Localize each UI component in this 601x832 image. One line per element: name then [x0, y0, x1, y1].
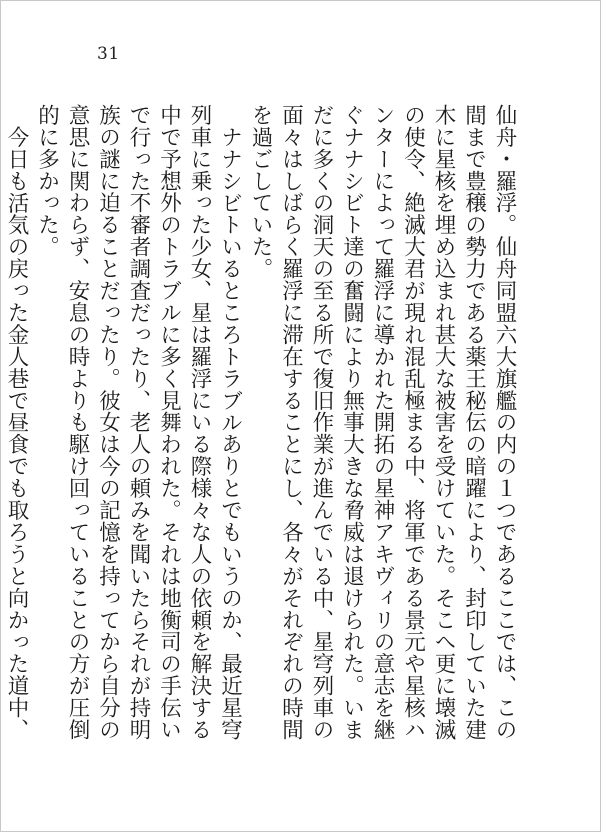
vertical-text-body: [4, 104, 519, 754]
paragraph-2: ナナシビトいるところトラブルありとでもいうのか、最近星穹列車に乗った少女、星は羅浮にいる際様々な人の依頼を解決する中で予想外のトラブルに多く見舞われた。それは地衡司の手伝いで行った不審者調査だったり、老人の頼みを聞いたらそれが持明族の謎に迫ることだったり。彼女は今の記憶を持ってから自分の意思に関わらず、安息の時よりも駆け回っていることの方が圧倒的に多かった。: [34, 104, 243, 741]
paragraph-3: 今日も活気の戻った金人巷で昼食でも取ろうと向かった道中、: [4, 125, 29, 741]
page-number: 31: [97, 44, 120, 64]
paragraph-1: 仙舟・羅浮。仙舟同盟六大旗艦の内の１つであるここでは、この間まで豊穣の勢力である薬王秘伝の暗躍により、封印していた建木に星核を埋め込まれ甚大な被害を受けていた。そこへ更に壊滅の使令、絶滅大君が現れ混乱極まる中、将軍である景元や星核ハンターによって羅浮に導かれた開拓の星神アキヴィリの意志を継ぐナナシビト達の奮闘により無事大きな脅威は退けられた。いまだに多くの洞天の至る所で復旧作業が進んでいる中、星穹列車の面々はしばらく羅浮に滞在することにし、各々がそれぞれの時間を過ごしていた。: [248, 104, 517, 741]
